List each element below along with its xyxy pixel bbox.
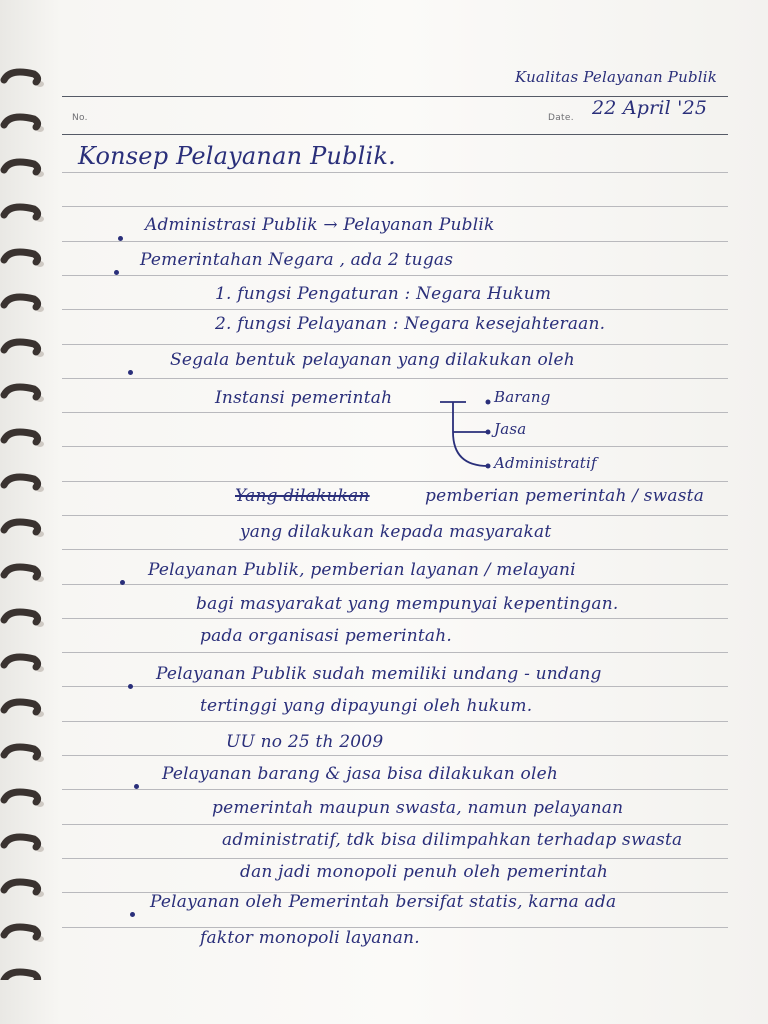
note-line: UU no 25 th 2009 [226, 732, 384, 752]
spiral-coil [4, 927, 44, 942]
spiral-coil [4, 657, 44, 672]
note-line: Instansi pemerintah [215, 388, 393, 408]
spiral-coil [4, 117, 44, 132]
ruled-line [62, 824, 728, 825]
bullet [118, 236, 123, 241]
ruled-line [62, 515, 728, 516]
ruled-line [62, 241, 728, 242]
ruled-line [62, 412, 728, 413]
ruled-line [62, 584, 728, 585]
note-line: Administrasi Publik → Pelayanan Publik [145, 215, 495, 235]
note-line: Segala bentuk pelayanan yang dilakukan oleh [170, 350, 575, 370]
spiral-coil [4, 432, 44, 447]
ruled-line [62, 652, 728, 653]
note-line: Pelayanan barang & jasa bisa dilakukan oleh [162, 764, 558, 784]
note-line: Pemerintahan Negara , ada 2 tugas [140, 250, 454, 270]
bullet [130, 912, 135, 917]
spiral-coil [4, 342, 44, 357]
note-line: dan jadi monopoli penuh oleh pemerintah [240, 862, 609, 882]
note-line: tertinggi yang dipayungi oleh hukum. [200, 696, 533, 716]
spiral-coil [4, 72, 44, 87]
ruled-line [62, 446, 728, 447]
page-title: Konsep Pelayanan Publik. [78, 142, 396, 170]
note-line: yang dilakukan kepada masyarakat [240, 522, 552, 542]
header-rule-2 [62, 134, 728, 135]
branch-item-administratif: Administratif [494, 454, 597, 472]
spiral-binding [0, 40, 60, 980]
spiral-coil [4, 477, 44, 492]
branch-item-barang: Barang [494, 388, 551, 406]
spiral-coil [4, 387, 44, 402]
spiral-coil [4, 747, 44, 762]
header-top-right: Kualitas Pelayanan Publik [515, 68, 718, 86]
bullet [134, 784, 139, 789]
date-label: Date. [548, 113, 574, 123]
spiral-coil [4, 567, 44, 582]
ruled-line [62, 275, 728, 276]
ruled-line [62, 618, 728, 619]
note-line: Pelayanan Publik, pemberian layanan / melayani [148, 560, 576, 580]
note-line: pada organisasi pemerintah. [200, 626, 452, 646]
spiral-coil [4, 882, 44, 897]
spiral-coil [4, 972, 44, 980]
note-line: pemberian pemerintah / swasta [425, 486, 705, 506]
note-line: pemerintah maupun swasta, namun pelayanan [212, 798, 624, 818]
ruled-line [62, 549, 728, 550]
spiral-coil [4, 792, 44, 807]
struck-text: Yang dilakukan [235, 486, 370, 506]
spiral-coil [4, 252, 44, 267]
bullet [128, 684, 133, 689]
spiral-coil [4, 837, 44, 852]
bullet [114, 270, 119, 275]
ruled-line [62, 789, 728, 790]
note-line: Pelayanan oleh Pemerintah bersifat statis, karna ada [150, 892, 617, 912]
note-line: 1. fungsi Pengaturan : Negara Hukum [215, 284, 552, 304]
spiral-coil [4, 207, 44, 222]
spiral-coil [4, 162, 44, 177]
ruled-line [62, 378, 728, 379]
ruled-line [62, 858, 728, 859]
note-line: administratif, tdk bisa dilimpahkan terhadap swasta [222, 830, 683, 850]
no-label: No. [72, 113, 88, 123]
spiral-coil [4, 522, 44, 537]
ruled-line [62, 344, 728, 345]
ruled-line [62, 721, 728, 722]
ruled-line [62, 686, 728, 687]
note-line: faktor monopoli layanan. [200, 928, 420, 948]
ruled-line [62, 172, 728, 173]
branch-item-jasa: Jasa [494, 420, 527, 438]
note-line: bagi masyarakat yang mempunyai kepentingan. [196, 594, 619, 614]
spiral-coil [4, 612, 44, 627]
note-line: Pelayanan Publik sudah memiliki undang - undang [156, 664, 602, 684]
ruled-line [62, 481, 728, 482]
ruled-line [62, 755, 728, 756]
ruled-line [62, 309, 728, 310]
spiral-coil [4, 702, 44, 717]
note-line: 2. fungsi Pelayanan : Negara kesejahteraan. [215, 314, 606, 334]
date-value: 22 April '25 [592, 97, 708, 119]
spiral-coil [4, 297, 44, 312]
bullet [120, 580, 125, 585]
bullet [128, 370, 133, 375]
ruled-line [62, 206, 728, 207]
